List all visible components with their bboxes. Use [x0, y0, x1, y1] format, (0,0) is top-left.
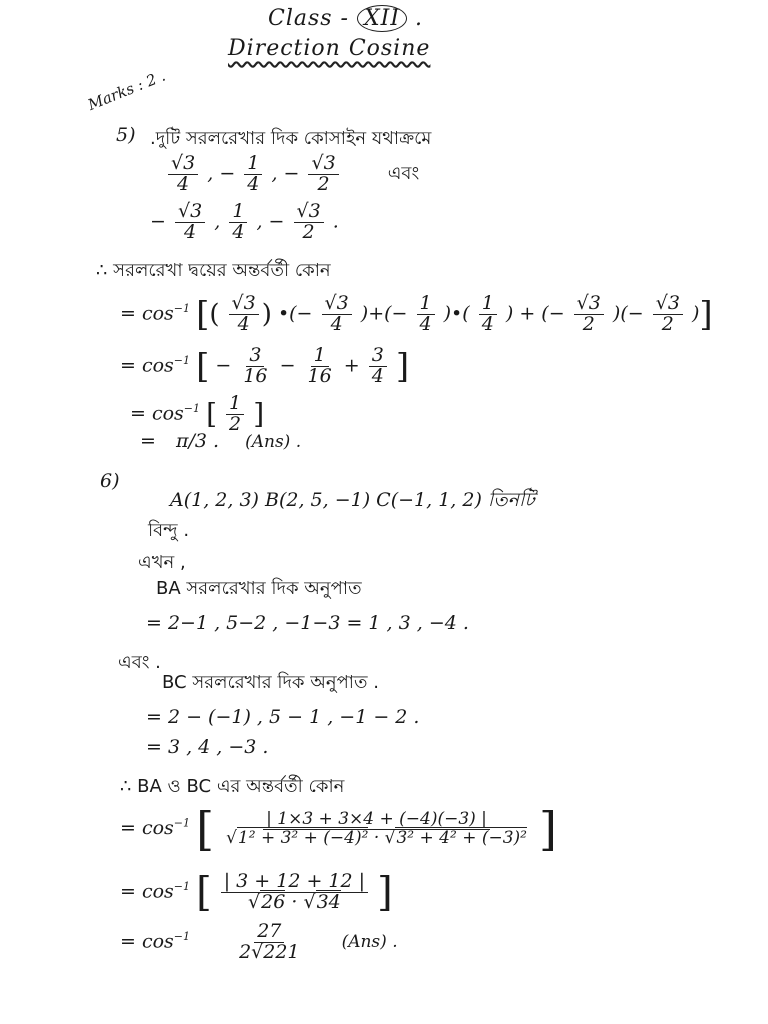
q5-line1: $\frac{√3}{4}$ , − $\frac{1}{4}$ , − $\frac{√3}{2}$ এবং: [165, 154, 419, 195]
q6-therefore: ∴ BA ও BC এর অন্তর্বর্তী কোন: [120, 776, 345, 797]
fraction: $\frac{√3}{4}$: [175, 202, 205, 243]
q5-step2: = $\cos^{-1}$ [ − $\frac{3}{16}$ − $\frac{1}{16}$ + $\frac{3}{4}$ ]: [120, 344, 410, 387]
q6-bc-calc1: = 2 − (−1) , 5 − 1 , −1 − 2 .: [146, 706, 420, 728]
and-word: এবং: [387, 163, 420, 185]
q5-therefore: ∴ সরলরেখা দ্বয়ের অন্তর্বর্তী কোন: [96, 260, 331, 281]
fraction: $\frac{√3}{2}$: [308, 154, 338, 195]
q5-step3: = $\cos^{-1}$ [ $\frac{1}{2}$ ]: [130, 392, 265, 435]
q6-now: এখন ,: [138, 552, 186, 573]
q5-step1: = $\cos^{-1}$ [( $\frac{√3}{4}$ ) •(− $\frac{√3}{4}$ )+(− $\frac{1}{4}$ )•( $\frac{1}{4}$ ) + (− $\frac{√3}{2}$ )(− $\frac{√3}{2}$ )]: [120, 292, 713, 335]
q6-step2: = $\cos^{-1}$ [ $\frac{| 3 + 12 + 12 |}{√26 \cdot √34}$ ]: [120, 869, 393, 916]
answer-label: (Ans) .: [245, 432, 302, 452]
q5-line2: − $\frac{√3}{4}$ , $\frac{1}{4}$ , − $\frac{√3}{2}$ .: [150, 200, 339, 243]
q5-intro: .দুটি সরলরেখার দিক কোসাইন যথাক্রমে: [150, 128, 432, 149]
q6-step3: = $\cos^{-1}$ $\frac{27}{2√221}$ (Ans) .: [120, 920, 398, 963]
q6-bc-heading: BC সরলরেখার দিক অনুপাত .: [162, 672, 379, 693]
fraction: $\frac{√3}{4}$: [168, 154, 198, 195]
class-heading: [268, 6, 423, 31]
class-value: XII: [357, 5, 407, 32]
q6-and: এবং .: [118, 652, 161, 673]
class-dot: .: [415, 6, 424, 31]
fraction: $\frac{1}{4}$: [244, 154, 262, 195]
q5-number: 5): [116, 124, 136, 146]
answer-value: π/3: [175, 430, 207, 452]
q6-ba-calc: = 2−1 , 5−2 , −1−3 = 1 , 3 , −4 .: [146, 612, 469, 634]
q6-number: 6): [100, 470, 120, 492]
fraction: $\frac{√3}{2}$: [294, 202, 324, 243]
q6-bc-calc2: = 3 , 4 , −3 .: [146, 736, 269, 758]
q6-points: A(1, 2, 3) B(2, 5, −1) C(−1, 1, 2) তিনটি: [170, 489, 535, 511]
q5-step4: = π/3 . (Ans) .: [140, 430, 302, 452]
answer-label: (Ans) .: [341, 932, 398, 953]
q6-step1: = $\cos^{-1}$ [ $\frac{| 1\times 3 + 3\times 4 + (-4)(-3) |}{\text{√1² + 3² + (−4)² · √3² + 4² + (−3)²}}$ ]: [120, 802, 557, 856]
class-label: Class -: [268, 6, 349, 31]
marks-label: Marks : 2 .: [85, 66, 168, 114]
q6-points-cont: বিন্দু .: [148, 520, 190, 541]
q6-ba-heading: BA সরলরেখার দিক অনুপাত: [156, 578, 362, 599]
page-title: Direction Cosine: [228, 36, 431, 61]
fraction: $\frac{1}{4}$: [229, 202, 247, 243]
